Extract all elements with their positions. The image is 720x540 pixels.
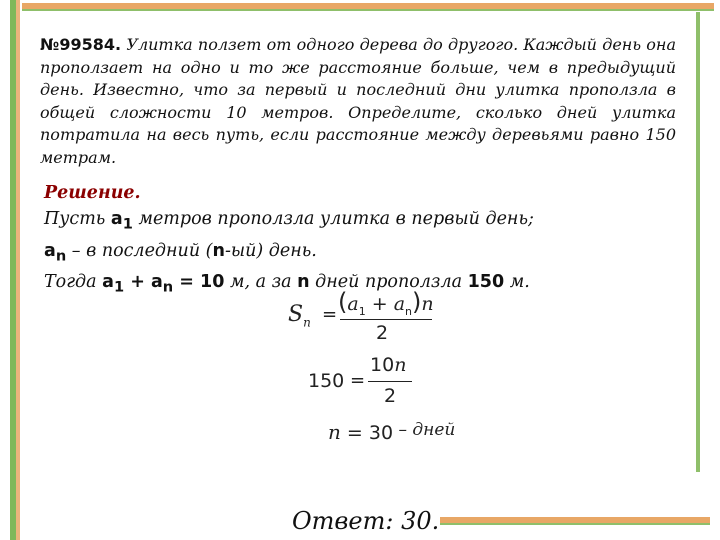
problem-number: №99584.: [40, 35, 122, 54]
fraction-bar: [368, 381, 412, 382]
formula-result: n = 30 – дней: [328, 420, 456, 444]
answer: Ответ: 30.: [292, 507, 440, 535]
solution-line-2: $a_n$ – в последний (n-ый) день.: [44, 240, 317, 264]
formula-substituted: 150 = 10n 2: [308, 354, 418, 410]
formula-sum: $S_n$ = $(a_1 + a_n)n$ 2: [288, 288, 434, 344]
frame-bottom-green: [440, 523, 710, 525]
solution-heading: Решение.: [44, 183, 141, 203]
frame-right-green: [696, 12, 700, 472]
formula-sum-numerator: $(a_1 + a_n)n$: [338, 288, 434, 318]
frame-top-green: [22, 9, 714, 11]
solution-line-3: Тогда $a_1 + a_n = 10$ м, а за n дней проползла 150 м.: [44, 272, 530, 296]
problem-statement: [40, 34, 676, 169]
solution-line-1: Пусть $a_1$ метров проползла улитка в первый день;: [44, 209, 534, 233]
problem-text: Улитка ползет от одного дерева до другого. Каждый день она проползает на одно и то же расстояние больше, чем в предыдущий день. Известно, что за первый и последний дни улитка проползла в общей сложности 10 метров. Определите, сколько дней улитка потратила на весь путь, если расстояние между деревьями равно 150 метрам.: [40, 35, 676, 167]
frame-left-orange: [16, 0, 20, 540]
solution: [44, 180, 664, 301]
fraction-bar: [340, 319, 432, 320]
